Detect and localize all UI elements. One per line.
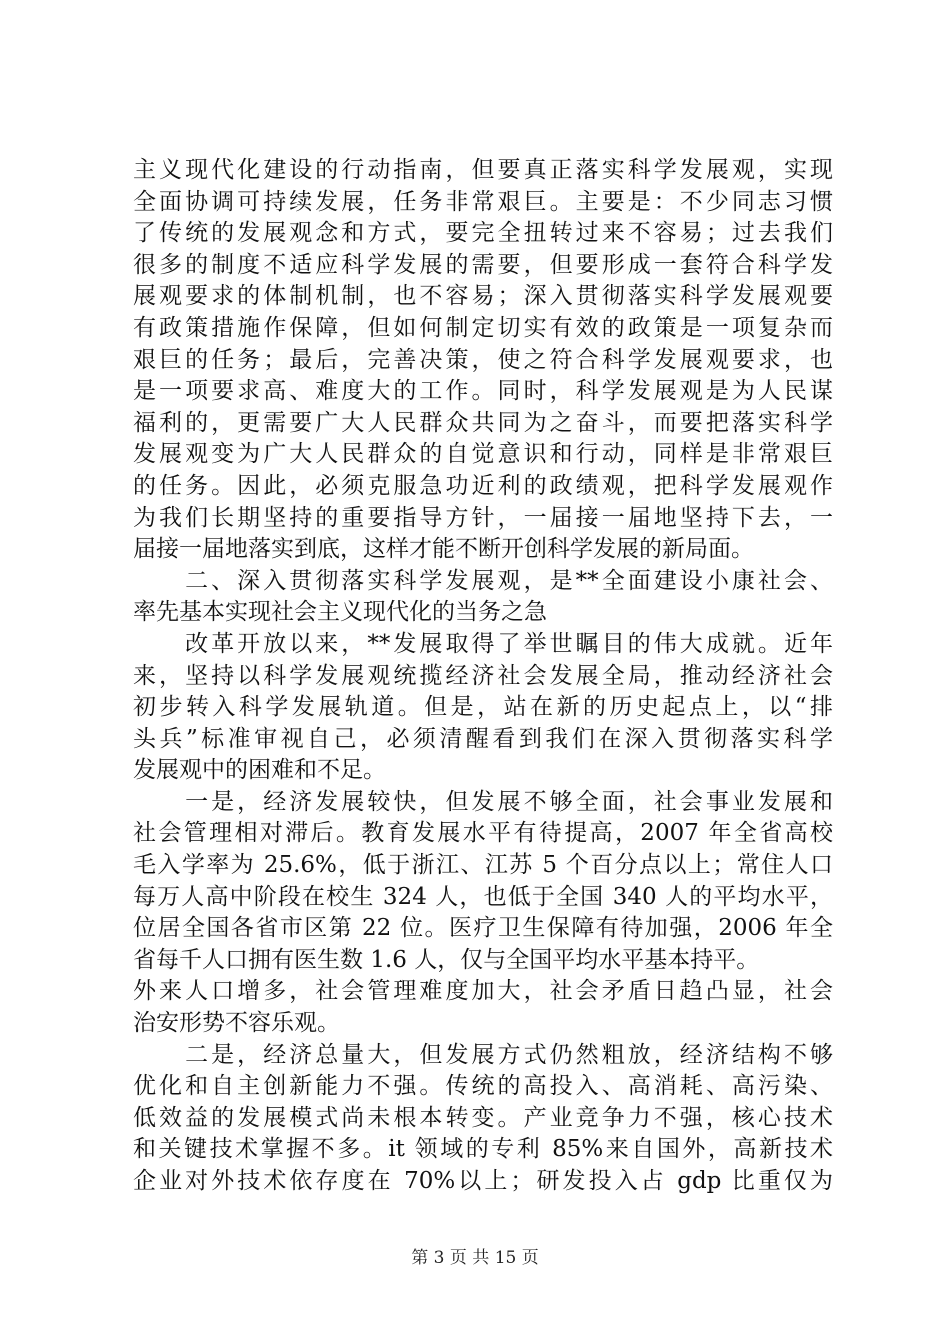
text-line: 头兵”标准审视自己，必须清醒看到我们在深入贯彻落实科学	[133, 725, 833, 752]
text-line: 外来人口增多，社会管理难度加大，社会矛盾日趋凸显，社会	[133, 978, 833, 1005]
text-line: 届接一届地落实到底，这样才能不断开创科学发展的新局面。	[133, 536, 754, 563]
text-line: 的任务。因此，必须克服急功近利的政绩观，把科学发展观作	[133, 472, 833, 499]
text-line: 率先基本实现社会主义现代化的当务之急	[133, 599, 547, 626]
text-line: 发展观变为广大人民群众的自觉意识和行动，同样是非常艰巨	[133, 441, 833, 468]
text-line: 二是，经济总量大，但发展方式仍然粗放，经济结构不够	[133, 1041, 833, 1068]
text-line: 全面协调可持续发展，任务非常艰巨。主要是：不少同志习惯	[133, 188, 833, 215]
text-line: 一是，经济发展较快，但发展不够全面，社会事业发展和	[133, 788, 833, 815]
text-line: 有政策措施作保障，但如何制定切实有效的政策是一项复杂而	[133, 314, 833, 341]
text-line: 毛入学率为 25.6%，低于浙江、江苏 5 个百分点以上；常住人口	[133, 852, 833, 879]
text-line: 社会管理相对滞后。教育发展水平有待提高，2007 年全省高校	[133, 820, 833, 847]
text-line: 省每千人口拥有医生数 1.6 人，仅与全国平均水平基本持平。	[133, 946, 760, 973]
text-line: 了传统的发展观念和方式，要完全扭转过来不容易；过去我们	[133, 220, 833, 247]
text-line: 是一项要求高、难度大的工作。同时，科学发展观是为人民谋	[133, 378, 833, 405]
text-line: 二、深入贯彻落实科学发展观，是**全面建设小康社会、	[133, 567, 833, 594]
text-line: 初步转入科学发展轨道。但是，站在新的历史起点上，以“排	[133, 694, 833, 721]
text-line: 优化和自主创新能力不强。传统的高投入、高消耗、高污染、	[133, 1073, 833, 1100]
page-footer: 第 3 页 共 15 页	[411, 1248, 539, 1268]
text-line: 来，坚持以科学发展观统揽经济社会发展全局，推动经济社会	[133, 662, 833, 689]
text-line: 低效益的发展模式尚未根本转变。产业竞争力不强，核心技术	[133, 1104, 833, 1131]
text-line: 展观要求的体制机制，也不容易；深入贯彻落实科学发展观要	[133, 283, 833, 310]
text-line: 治安形势不容乐观。	[133, 1010, 340, 1037]
text-line: 艰巨的任务；最后，完善决策，使之符合科学发展观要求，也	[133, 346, 833, 373]
text-line: 主义现代化建设的行动指南，但要真正落实科学发展观，实现	[133, 157, 833, 183]
text-line: 为我们长期坚持的重要指导方针，一届接一届地坚持下去，一	[133, 504, 833, 531]
text-line: 和关键技术掌握不多。it 领域的专利 85%来自国外，高新技术	[133, 1136, 833, 1163]
document-body	[133, 155, 833, 1198]
text-line: 很多的制度不适应科学发展的需要，但要形成一套符合科学发	[133, 251, 833, 278]
text-line: 福利的，更需要广大人民群众共同为之奋斗，而要把落实科学	[133, 409, 833, 436]
text-line: 发展观中的困难和不足。	[133, 757, 386, 784]
text-line: 位居全国各省市区第 22 位。医疗卫生保障有待加强，2006 年全	[133, 915, 833, 942]
text-line: 企业对外技术依存度在 70%以上；研发投入占 gdp 比重仅为	[133, 1168, 833, 1194]
text-line: 改革开放以来，**发展取得了举世瞩目的伟大成就。近年	[133, 630, 833, 657]
text-line: 每万人高中阶段在校生 324 人，也低于全国 340 人的平均水平，	[133, 883, 833, 910]
